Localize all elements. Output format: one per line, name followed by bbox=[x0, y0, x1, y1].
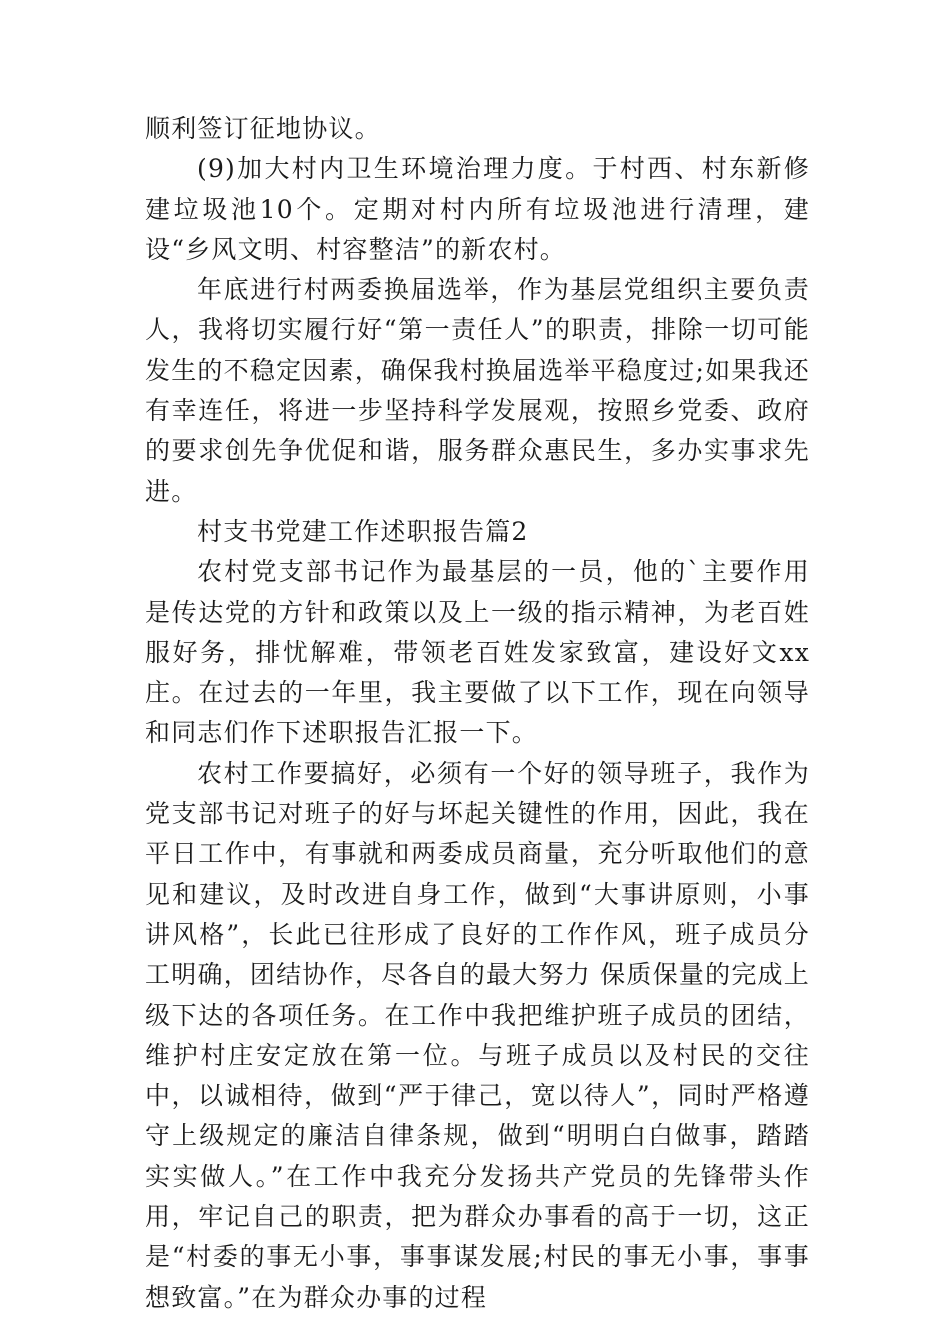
paragraph-continuation: 顺利签订征地协议。 bbox=[145, 114, 381, 143]
paragraph-election: 年底进行村两委换届选举，作为基层党组织主要负责人，我将切实履行好“第一责任人”的职责，排除一切可能发生的不稳定因素，确保我村换届选举平稳度过;如果我还有幸连任，将进一步坚持科学发展观，按照乡党委、政府的要求创先争优促和谐，服务群众惠民生，多办实事求先进。 bbox=[145, 275, 810, 506]
paragraph-intro: 农村党支部书记作为最基层的一员，他的`主要作用是传达党的方针和政策以及上一级的指示精神，为老百姓服好务，排忧解难，带领老百姓发家致富，建设好文xx庄。在过去的一年里，我主要做了以下工作，现在向领导和同志们作下述职报告汇报一下。 bbox=[145, 557, 810, 748]
paragraph-leadership: 农村工作要搞好，必须有一个好的领导班子，我作为党支部书记对班子的好与坏起关键性的作用，因此，我在平日工作中，有事就和两委成员商量，充分听取他们的意见和建议，及时改进自身工作，做到“大事讲原则，小事讲风格”，长此已往形成了良好的工作作风，班子成员分工明确，团结协作，尽各自的最大努力 保质保量的完成上级下达的各项任务。在工作中我把维护班子成员的团结，维护村庄安定放在第一位。与班子成员以及村民的交往中，以诚相待，做到“严于律己，宽以待人”，同时严格遵守上级规定的廉洁自律条规，做到“明明白白做事，踏踏实实做人。”在工作中我充分发扬共产党员的先锋带头作用，牢记自己的职责，把为群众办事看的高于一切，这正是“村委的事无小事，事事谋发展;村民的事无小事，事事想致富。”在为群众办事的过程 bbox=[145, 758, 810, 1312]
paragraph-item-9: (9)加大村内卫生环境治理力度。于村西、村东新修建垃圾池10个。定期对村内所有垃圾池进行清理，建设“乡风文明、村容整洁”的新农村。 bbox=[145, 154, 810, 264]
section-heading: 村支书党建工作述职报告篇2 bbox=[197, 516, 529, 546]
document-body bbox=[145, 109, 810, 1318]
